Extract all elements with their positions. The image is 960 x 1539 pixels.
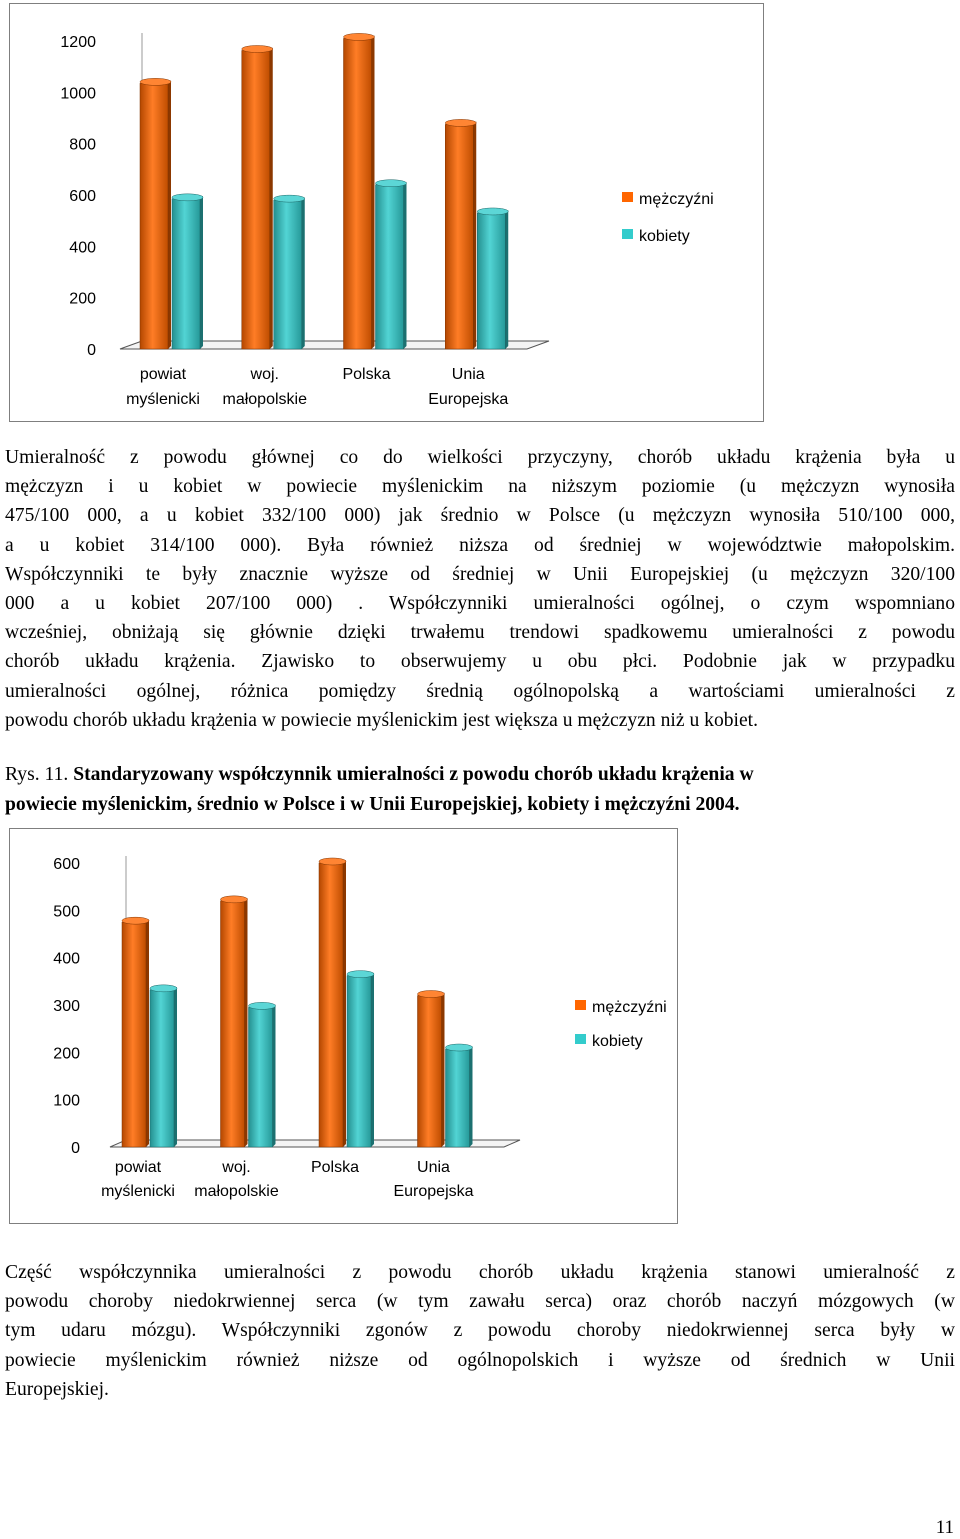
chart-1-svg [10,4,763,421]
y-tick-label: 600 [69,188,96,205]
caption-title-line-1: Standaryzowany współczynnik umieralności z powodu chorób układu krążenia w [73,764,754,785]
legend-label: kobiety [639,228,690,245]
para1-line: mężczyzn i u kobiet w powiecie myślenickim na niższym poziomie (u mężczyzn wynosiła [5,476,955,498]
paragraph-2 [5,1258,955,1404]
category-label: Polska [310,1159,360,1176]
category-label: Polska [342,366,391,383]
y-tick-label: 300 [53,998,80,1015]
y-tick-label: 200 [69,290,96,308]
bar-kobiety-0 [172,194,203,349]
y-tick-label: 200 [53,1045,80,1063]
para1-line: 475/100 000, a u kobiet 332/100 000) jak średnio w Polsce (u mężczyzn wynosiła 510/100 000, [5,505,955,527]
category-label: woj. [222,1159,251,1176]
bar-mężczyźni-3 [445,119,476,349]
para1-line: a u kobiet 314/100 000). Była również niższa od średniej w województwie małopolskim. [5,534,955,556]
paragraph-1 [5,443,955,735]
para1-line: 000 a u kobiet 207/100 000) . Współczynniki umieralności ogólnej, o czym wspomniano [5,593,955,615]
y-tick-label: 0 [71,1140,80,1157]
para1-line: umieralności ogólnej, różnica pomiędzy średnią ogólnopolską a wartościami umieralności z [5,680,955,702]
category-label: Europejska [428,391,509,408]
bar-kobiety-3 [446,1044,473,1147]
page-number: 11 [935,1517,954,1538]
y-tick-label: 500 [53,903,80,921]
bar-mężczyźni-1 [242,45,273,349]
para2-line: Europejskiej. [5,1378,109,1400]
para1-line: wcześniej, obniżają się głównie dzięki trwałemu trendowi spadkowemu umieralności z powodu [5,622,955,644]
bar-kobiety-1 [274,195,305,349]
y-tick-label: 400 [69,239,96,257]
bar-kobiety-0 [150,985,177,1147]
para2-line: tym udaru mózgu). Współczynniki zgonów z powodu choroby niedokrwiennej serca były w [5,1320,955,1342]
bar-mężczyźni-1 [221,896,248,1147]
bar-mężczyźni-2 [319,858,346,1147]
legend-swatch [575,1000,586,1010]
para2-line: Część współczynnika umieralności z powodu chorób układu krążenia stanowi umieralność z [5,1262,955,1283]
y-tick-label: 400 [53,950,80,968]
y-tick-label: 0 [87,342,96,359]
para2-line: powodu choroby niedokrwiennej serca (w tym zawału serca) oraz chorób naczyń mózgowych (w [5,1291,955,1313]
bar-kobiety-1 [249,1002,276,1147]
legend-swatch [622,192,633,202]
para1-line: Umieralność z powodu głównej co do wielkości przyczyny, chorób układu krążenia była u [5,447,955,468]
bar-kobiety-2 [376,180,407,349]
bar-kobiety-2 [347,971,374,1147]
y-tick-label: 800 [69,136,96,154]
category-label: myślenicki [126,391,200,408]
chart-1 [9,3,764,422]
caption-prefix: Rys. 11. [5,764,69,785]
chart-2-svg [10,829,677,1223]
category-label: Europejska [393,1183,474,1200]
bar-kobiety-3 [477,208,508,349]
para1-line: powodu chorób układu krążenia w powiecie myślenickim jest większa u mężczyzn niż u kobiet. [5,709,759,731]
category-label: małopolskie [222,391,307,408]
category-label: Unia [451,366,485,383]
legend-swatch [575,1034,586,1044]
para1-line: chorób układu krążenia. Zjawisko to obserwujemy u obu płci. Podobnie jak w przypadku [5,651,955,673]
category-label: powiat [114,1159,162,1176]
legend-swatch [622,229,633,239]
legend-label: mężczyźni [639,191,714,208]
bar-mężczyźni-3 [418,991,445,1147]
category-label: myślenicki [101,1183,175,1200]
chart-2 [9,828,678,1224]
category-label: woj. [250,366,279,383]
caption-title-line-2: powiecie myślenickim, średnio w Polsce i w Unii Europejskiej, kobiety i mężczyźni 2004. [5,794,740,815]
para2-line: powiecie myślenickim również niższe od ogólnopolskich i wyższe od średnich w Unii [5,1349,955,1371]
category-label: powiat [139,366,187,383]
y-tick-label: 600 [53,856,80,873]
y-tick-label: 1000 [60,85,96,103]
bar-mężczyźni-2 [344,33,375,349]
legend-label: mężczyźni [592,999,667,1016]
bar-mężczyźni-0 [122,917,149,1147]
y-tick-label: 100 [53,1092,80,1110]
y-tick-label: 1200 [60,34,96,51]
figure-caption [5,760,955,820]
para1-line: Współczynniki te były znacznie wyższe od średniej w Unii Europejskiej (u mężczyzn 320/100 [5,563,955,585]
category-label: Unia [417,1159,450,1176]
bar-mężczyźni-0 [140,78,171,349]
category-label: małopolskie [194,1183,279,1200]
legend-label: kobiety [592,1033,643,1050]
